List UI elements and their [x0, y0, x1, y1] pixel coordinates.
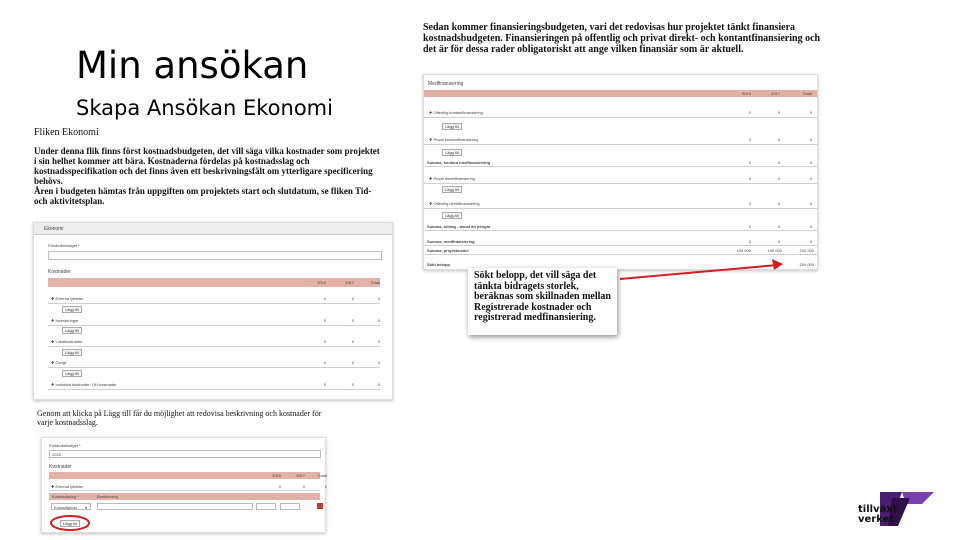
financing-panel — [423, 74, 818, 270]
col-header: 2016 — [742, 91, 751, 96]
row-value: 100 000 — [767, 248, 782, 253]
cost-type-select[interactable] — [51, 503, 91, 510]
left-paragraph-2: Åren i budgeten hämtas från uppgiften om projektets start och slutdatum, se fliken Tid- och aktivitetsplan. — [34, 186, 372, 206]
left-paragraph-1: Under denna flik finns först kostnadsbudgeten, det vill säga vilka kostnader som projektet i sin helhet kommer att bära. Kostnaderna fördelas på kostnadsslag och kostnadsspecifikation och det finns även ett beskrivningsfält om ytterligare specificering behövs. — [34, 146, 380, 186]
row-value: 0 — [377, 296, 380, 301]
row-value: 0 — [351, 339, 354, 344]
row-value: 0 — [278, 484, 281, 489]
row-value: 0 — [377, 382, 380, 387]
financing-sum-row — [424, 158, 817, 167]
cost-type-select-value: Konsulttjänst — [54, 505, 77, 510]
row-value: 0 — [809, 201, 812, 206]
row-label: ✚ Lokalkostnader — [51, 339, 83, 344]
financing-row[interactable] — [424, 198, 817, 209]
delete-icon[interactable] — [317, 503, 323, 509]
add-button[interactable]: Lägg till — [62, 306, 82, 313]
row-value: 0 — [809, 110, 812, 115]
row-value: 0 — [809, 239, 812, 244]
budget-input-value: 2016 — [52, 452, 61, 457]
row-value: 0 — [748, 224, 751, 229]
bottom-paragraph: Genom att klicka på Lägg till får du möjlighet att redovisa beskrivning och kostnader för varje kostnadsslag. — [37, 409, 322, 427]
row-label: Summa, projektmedel — [427, 248, 469, 253]
add-button[interactable]: Lägg till — [442, 123, 462, 130]
add-button[interactable]: Lägg till — [62, 327, 82, 334]
row-value: 0 — [302, 484, 305, 489]
financing-sum-row — [424, 222, 817, 231]
detail-header-row — [49, 493, 320, 500]
row-value: 0 — [777, 137, 780, 142]
row-value: 0 — [324, 484, 327, 489]
row-value: 0 — [777, 160, 780, 165]
row-value: 0 — [809, 160, 812, 165]
row-label: Summa, bidrag - annat än pengar — [427, 224, 491, 229]
logo-text — [858, 505, 898, 525]
row-value: 0 — [748, 239, 751, 244]
add-button[interactable]: Lägg till — [62, 370, 82, 377]
row-value: 100 000 — [736, 248, 751, 253]
financing-row[interactable] — [424, 107, 817, 118]
add-button[interactable]: Lägg till — [60, 520, 80, 527]
row-value: 0 — [351, 318, 354, 323]
slide-title: Min ansökan — [76, 44, 309, 87]
costs-header-row — [48, 278, 380, 287]
cost-row[interactable] — [49, 483, 327, 491]
col-header: Totalt — [802, 91, 812, 96]
financing-row[interactable] — [424, 173, 817, 184]
row-label: Summa, kontant medfinansiering — [427, 160, 491, 165]
row-value: 0 — [777, 239, 780, 244]
callout-box: Sökt belopp, det vill säga det tänkta bidragets storlek, beräknas som skillnaden mellan Registrerade kostnader och registrerad medfinansiering. — [468, 268, 617, 335]
row-value: 0 — [748, 110, 751, 115]
row-label: ✚ Externa tjänster — [51, 484, 84, 489]
row-label: ✚ Offentlig kontantfinansiering — [429, 110, 483, 115]
row-label: ✚ Externa tjänster — [51, 296, 84, 301]
cost-row[interactable] — [48, 294, 380, 304]
row-value: 0 — [377, 339, 380, 344]
row-value: 0 — [777, 110, 780, 115]
row-value: 0 — [809, 176, 812, 181]
row-value: 0 — [777, 224, 780, 229]
row-value: 0 — [748, 176, 751, 181]
row-label: Summa, medfinansiering — [427, 239, 475, 244]
row-value: 0 — [323, 296, 326, 301]
description-input[interactable] — [97, 503, 253, 510]
financing-header-row — [424, 90, 817, 97]
row-label: ✚ Investeringar — [51, 318, 79, 323]
budget-field-label: Förstudiebudget * — [49, 443, 81, 448]
cost-row[interactable] — [48, 316, 380, 326]
financing-heading: Medfinansiering — [428, 81, 464, 87]
col-header: Kostnadsslag * — [52, 494, 79, 499]
row-value: 0 — [351, 360, 354, 365]
row-value: 0 — [323, 360, 326, 365]
row-value: 0 — [748, 201, 751, 206]
row-label: Sökt belopp — [427, 262, 450, 267]
amount-input[interactable] — [280, 503, 300, 510]
row-value: 0 — [809, 137, 812, 142]
col-header: 2017 — [296, 473, 305, 478]
budget-input[interactable] — [48, 251, 382, 260]
col-header: 2016 — [272, 473, 281, 478]
row-value: 0 — [777, 201, 780, 206]
cost-row[interactable] — [48, 358, 380, 368]
logo-line-1: tillväxt — [858, 504, 898, 515]
row-value: 0 — [323, 339, 326, 344]
economy-panel — [33, 222, 393, 400]
col-header: 2016 — [317, 280, 326, 285]
economy-header — [34, 223, 392, 235]
col-header: 2017 — [345, 280, 354, 285]
financing-sum-row — [424, 246, 817, 255]
cost-row[interactable] — [48, 380, 380, 390]
row-value: 0 — [377, 360, 380, 365]
row-value: 0 — [351, 296, 354, 301]
cost-row[interactable] — [48, 337, 380, 347]
row-value: 0 — [351, 382, 354, 387]
costs-section-label: Kostnader — [49, 464, 72, 470]
amount-input[interactable] — [256, 503, 276, 510]
chevron-down-icon: ▾ — [85, 505, 88, 510]
col-header: Totalt — [317, 473, 327, 478]
col-header: Totalt — [370, 280, 380, 285]
row-label: ✚ Privat direktfinansiering — [429, 176, 476, 181]
row-value: 0 — [809, 224, 812, 229]
budget-input[interactable] — [49, 450, 321, 458]
row-value: 0 — [323, 318, 326, 323]
slide-subtitle: Skapa Ansökan Ekonomi — [76, 96, 333, 120]
row-label: ✚ Offentlig direktfinansiering — [429, 201, 480, 206]
budget-field-label: Förstudiebudget * — [48, 243, 80, 248]
col-header: 2017 — [771, 91, 780, 96]
row-value: 200 000 — [799, 248, 814, 253]
row-label: ✚ Indirekta kostnader/ OH-kostnader — [51, 382, 117, 387]
col-header: Beskrivning — [97, 494, 118, 499]
financing-sum-row — [424, 237, 817, 246]
row-label: ✚ Övrigt — [51, 360, 67, 365]
row-value: 0 — [377, 318, 380, 323]
costs-section-label: Kostnader — [48, 269, 71, 275]
financing-row[interactable] — [424, 134, 817, 145]
row-value: 0 — [323, 382, 326, 387]
row-value: 0 — [777, 176, 780, 181]
row-value: 0 — [748, 160, 751, 165]
top-right-description: Sedan kommer finansieringsbudgeten, vari det redovisas hur projektet tänkt finansiera kostnadsbudgeten. Finansieringen på offentlig och privat direkt- och kontantfinansiering och det är för dessa rader obligatoriskt att ange vilken finansiär som är aktuell. — [423, 22, 821, 55]
add-button[interactable]: Lägg till — [442, 149, 462, 156]
requested-amount-value: 200 000 — [799, 262, 814, 267]
add-button[interactable]: Lägg till — [442, 186, 462, 193]
economy-header-label: Ekonomi — [44, 226, 64, 232]
add-button[interactable]: Lägg till — [62, 349, 82, 356]
add-button[interactable]: Lägg till — [442, 212, 462, 219]
row-value: 0 — [748, 137, 751, 142]
costs-header-row — [49, 472, 327, 479]
cost-detail-panel — [41, 437, 326, 533]
logo-line-2: verket — [858, 514, 895, 525]
row-label: ✚ Privat kontantfinansiering — [429, 137, 479, 142]
left-heading: Fliken Ekonomi — [34, 127, 99, 138]
